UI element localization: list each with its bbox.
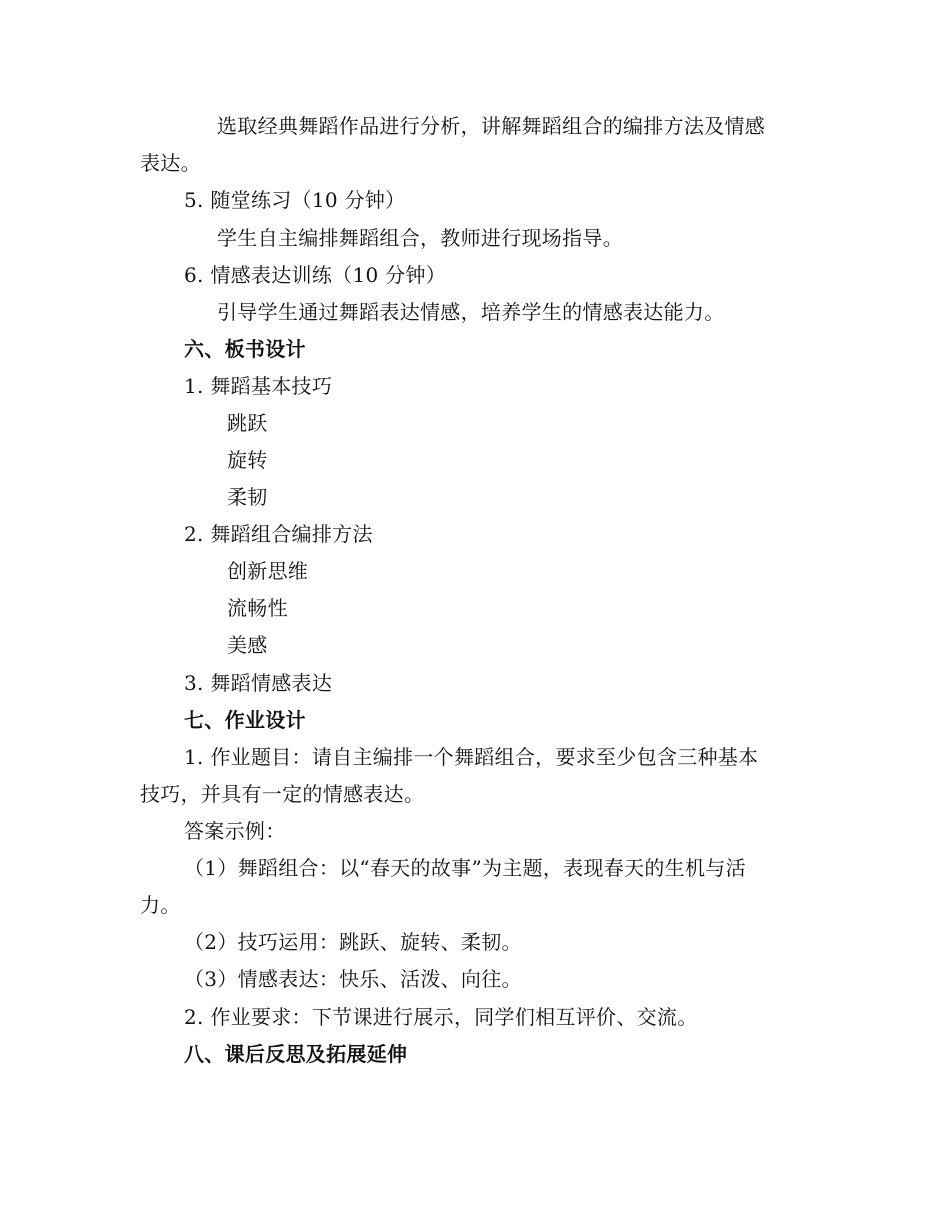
board-item-2: 2. 舞蹈组合编排方法 [184,522,373,546]
answer-example-2: （2）技巧运用：跳跃、旋转、柔韧。 [184,930,522,954]
step-6-description: 引导学生通过舞蹈表达情感，培养学生的情感表达能力。 [217,300,725,324]
board-subitem: 旋转 [227,448,268,472]
step-5-heading: 5. 随堂练习（10 分钟） [184,188,406,212]
board-item-1: 1. 舞蹈基本技巧 [184,374,333,398]
paragraph-analysis-line-1: 选取经典舞蹈作品进行分析，讲解舞蹈组合的编排方法及情感 [217,114,766,138]
answer-example-3: （3）情感表达：快乐、活泼、向往。 [184,967,522,991]
board-subitem: 美感 [227,633,268,657]
board-item-3: 3. 舞蹈情感表达 [184,671,333,695]
answer-example-1-line-2: 力。 [140,893,181,917]
homework-item-2: 2. 作业要求：下节课进行展示，同学们相互评价、交流。 [184,1005,698,1029]
board-subitem: 跳跃 [227,411,268,435]
answer-example-1-line-1: （1）舞蹈组合：以“春天的故事”为主题，表现春天的生机与活 [184,856,746,880]
board-subitem: 柔韧 [227,485,268,509]
paragraph-analysis-line-2: 表达。 [140,151,201,175]
section-heading-reflection: 八、课后反思及拓展延伸 [184,1042,408,1066]
board-subitem: 流畅性 [227,596,288,620]
board-subitem: 创新思维 [227,559,309,583]
step-5-description: 学生自主编排舞蹈组合，教师进行现场指导。 [217,226,623,250]
homework-item-1-line-1: 1. 作业题目：请自主编排一个舞蹈组合，要求至少包含三种基本 [184,745,759,769]
homework-item-1-line-2: 技巧，并具有一定的情感表达。 [140,782,425,806]
step-6-heading: 6. 情感表达训练（10 分钟） [184,263,447,287]
section-heading-homework-design: 七、作业设计 [184,708,306,732]
section-heading-board-design: 六、板书设计 [184,337,306,361]
answer-example-label: 答案示例： [184,819,286,843]
